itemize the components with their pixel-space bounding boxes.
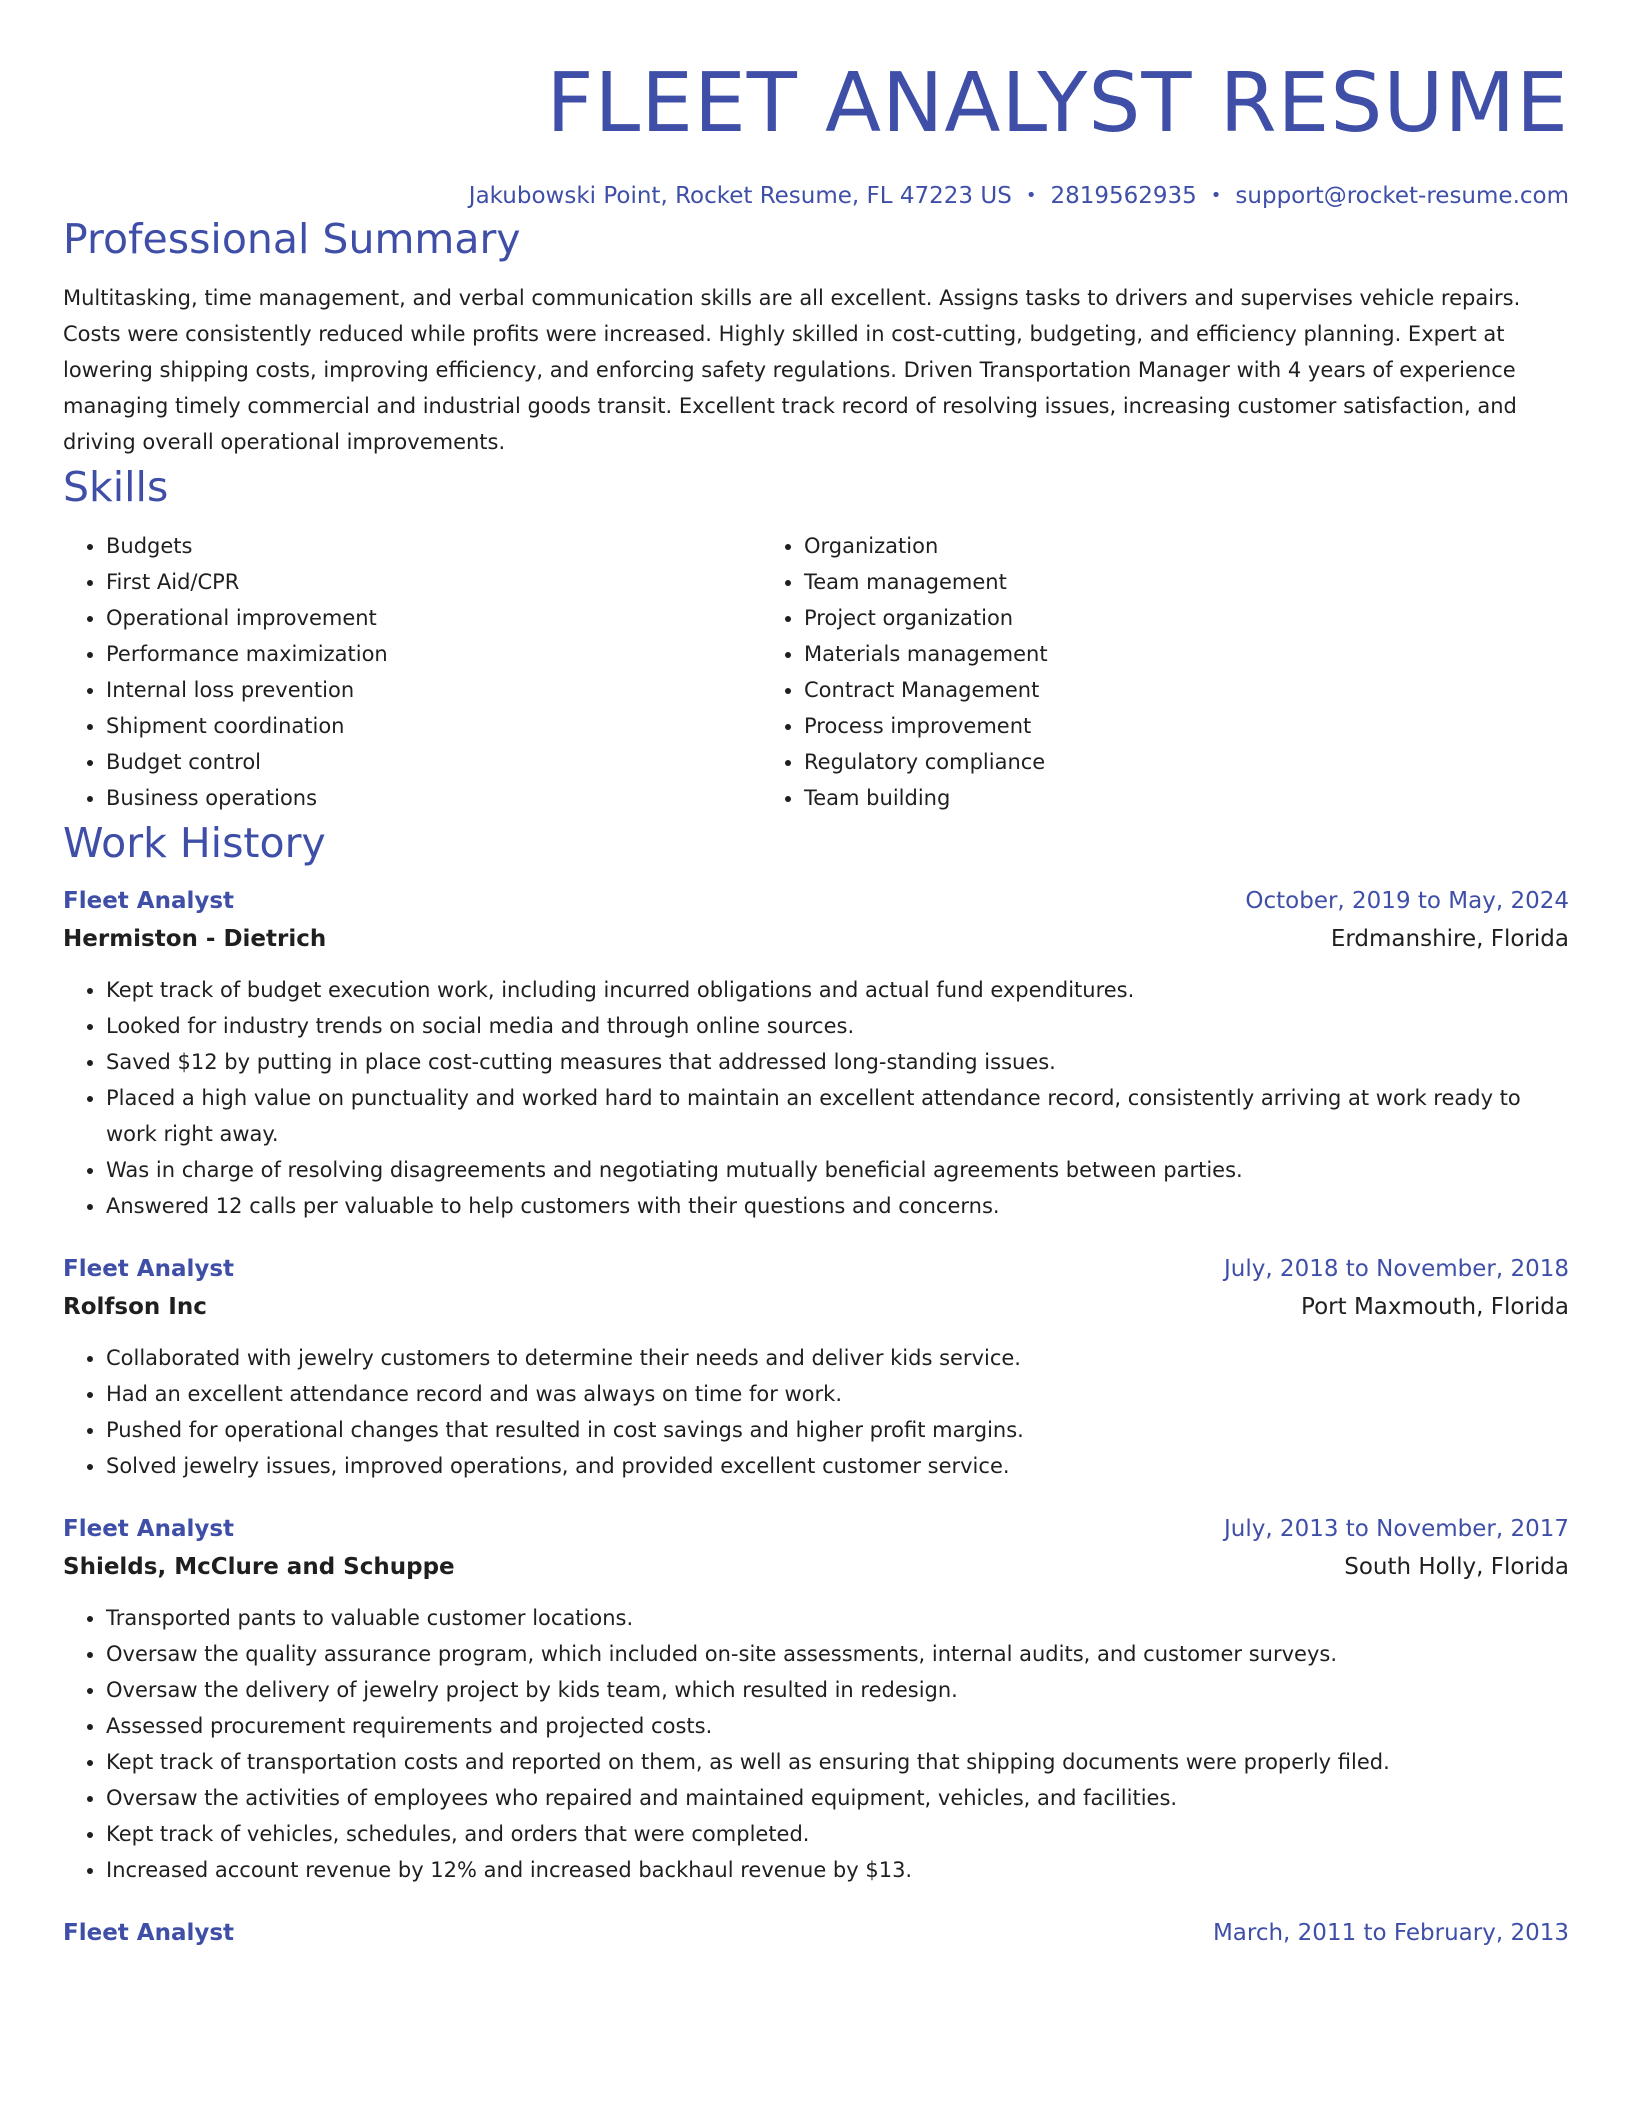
list-item: • Placed a high value on punctuality and worked hard to maintain an excellent attendance record, consistently arriving at work ready to work right away. xyxy=(106,1080,1569,1152)
job-entry xyxy=(63,1914,1569,1952)
list-item: • Oversaw the activities of employees who repaired and maintained equipment, vehicles, and facilities. xyxy=(106,1780,1569,1816)
skills-column-left xyxy=(63,528,761,816)
list-item: • Pushed for operational changes that resulted in cost savings and higher profit margins. xyxy=(106,1412,1569,1448)
job-company-row xyxy=(63,1548,1569,1586)
job-bullets xyxy=(63,972,1569,1224)
list-item: • Oversaw the quality assurance program, which included on-site assessments, internal audits, and customer surveys. xyxy=(106,1636,1569,1672)
job-title-row xyxy=(63,882,1569,920)
job-location: Erdmanshire, Florida xyxy=(1330,926,1569,952)
list-item: • Was in charge of resolving disagreements and negotiating mutually beneficial agreements between parties. xyxy=(106,1152,1569,1188)
list-item: • Contract Management xyxy=(804,672,1048,708)
list-item: • Budgets xyxy=(106,528,761,564)
job-bullets xyxy=(63,1340,1569,1484)
list-item: • Business operations xyxy=(106,780,761,816)
job-company: Hermiston - Dietrich xyxy=(63,926,327,952)
list-item: • Kept track of transportation costs and reported on them, as well as ensuring that shipping documents were properly filed. xyxy=(106,1744,1569,1780)
list-item: • Increased account revenue by 12% and increased backhaul revenue by $13. xyxy=(106,1852,1569,1888)
list-item: • Shipment coordination xyxy=(106,708,761,744)
job-company: Rolfson Inc xyxy=(63,1294,207,1320)
list-item: • Project organization xyxy=(804,600,1048,636)
list-item: • Team building xyxy=(804,780,1048,816)
job-company: Shields, McClure and Schuppe xyxy=(63,1554,455,1580)
summary-heading: Professional Summary xyxy=(63,215,521,263)
job-title-row xyxy=(63,1250,1569,1288)
list-item: • Organization xyxy=(804,528,1048,564)
job-dates: March, 2011 to February, 2013 xyxy=(1212,1920,1569,1946)
contact-email: support@rocket-resume.com xyxy=(1235,183,1569,209)
job-dates: October, 2019 to May, 2024 xyxy=(1245,888,1569,914)
job-title: Fleet Analyst xyxy=(63,888,235,914)
skills-column-right xyxy=(761,528,1048,816)
summary-text: Multitasking, time management, and verbal communication skills are all excellent. Assigns tasks to drivers and supervises vehicle repairs. Costs were consistently reduced while profits were increased. Highly skilled in cost-cutting, budgeting, and efficiency planning. Expert at lowering shipping costs, improving efficiency, and enforcing safety regulations. Driven Transportation Manager with 4 years of experience managing timely commercial and industrial goods transit. Excellent track record of resolving issues, increasing customer satisfaction, and driving overall operational improvements. xyxy=(63,286,1521,454)
list-item: • Oversaw the delivery of jewelry project by kids team, which resulted in redesign. xyxy=(106,1672,1569,1708)
list-item: • Operational improvement xyxy=(106,600,761,636)
list-item: • Kept track of budget execution work, including incurred obligations and actual fund expenditures. xyxy=(106,972,1569,1008)
contact-address: Jakubowski Point, Rocket Resume, FL 47223 US xyxy=(468,183,1012,209)
list-item: • Had an excellent attendance record and was always on time for work. xyxy=(106,1376,1569,1412)
resume-title: FLEET ANALYST RESUME xyxy=(546,56,1569,151)
job-company-row xyxy=(63,1288,1569,1326)
list-item: • Solved jewelry issues, improved operations, and provided excellent customer service. xyxy=(106,1448,1569,1484)
list-item: • Internal loss prevention xyxy=(106,672,761,708)
contact-line xyxy=(63,180,1569,212)
job-location: South Holly, Florida xyxy=(1344,1554,1569,1580)
contact-phone: 2819562935 xyxy=(1050,183,1197,209)
list-item: • Transported pants to valuable customer locations. xyxy=(106,1600,1569,1636)
skills-list xyxy=(63,528,1569,816)
work-history-heading: Work History xyxy=(63,819,326,867)
skills-heading: Skills xyxy=(63,463,169,511)
job-location: Port Maxmouth, Florida xyxy=(1301,1294,1569,1320)
list-item: • Performance maximization xyxy=(106,636,761,672)
list-item: • Saved $12 by putting in place cost-cutting measures that addressed long-standing issues. xyxy=(106,1044,1569,1080)
job-dates: July, 2013 to November, 2017 xyxy=(1223,1516,1569,1542)
contact-separator: • xyxy=(1025,185,1037,206)
job-dates: July, 2018 to November, 2018 xyxy=(1223,1256,1569,1282)
job-title-row xyxy=(63,1510,1569,1548)
list-item: • Budget control xyxy=(106,744,761,780)
list-item: • Collaborated with jewelry customers to determine their needs and deliver kids service. xyxy=(106,1340,1569,1376)
list-item: • Assessed procurement requirements and projected costs. xyxy=(106,1708,1569,1744)
job-company-row xyxy=(63,920,1569,958)
list-item: • Process improvement xyxy=(804,708,1048,744)
job-entry xyxy=(63,882,1569,1224)
job-entry xyxy=(63,1250,1569,1484)
contact-separator: • xyxy=(1210,185,1222,206)
list-item: • Materials management xyxy=(804,636,1048,672)
work-history-list xyxy=(63,882,1569,1952)
list-item: • Regulatory compliance xyxy=(804,744,1048,780)
job-title: Fleet Analyst xyxy=(63,1920,235,1946)
list-item: • Team management xyxy=(804,564,1048,600)
job-title: Fleet Analyst xyxy=(63,1256,235,1282)
job-entry xyxy=(63,1510,1569,1888)
job-bullets xyxy=(63,1600,1569,1888)
job-title: Fleet Analyst xyxy=(63,1516,235,1542)
list-item: • Looked for industry trends on social media and through online sources. xyxy=(106,1008,1569,1044)
list-item: • Kept track of vehicles, schedules, and orders that were completed. xyxy=(106,1816,1569,1852)
job-title-row xyxy=(63,1914,1569,1952)
list-item: • First Aid/CPR xyxy=(106,564,761,600)
list-item: • Answered 12 calls per valuable to help customers with their questions and concerns. xyxy=(106,1188,1569,1224)
